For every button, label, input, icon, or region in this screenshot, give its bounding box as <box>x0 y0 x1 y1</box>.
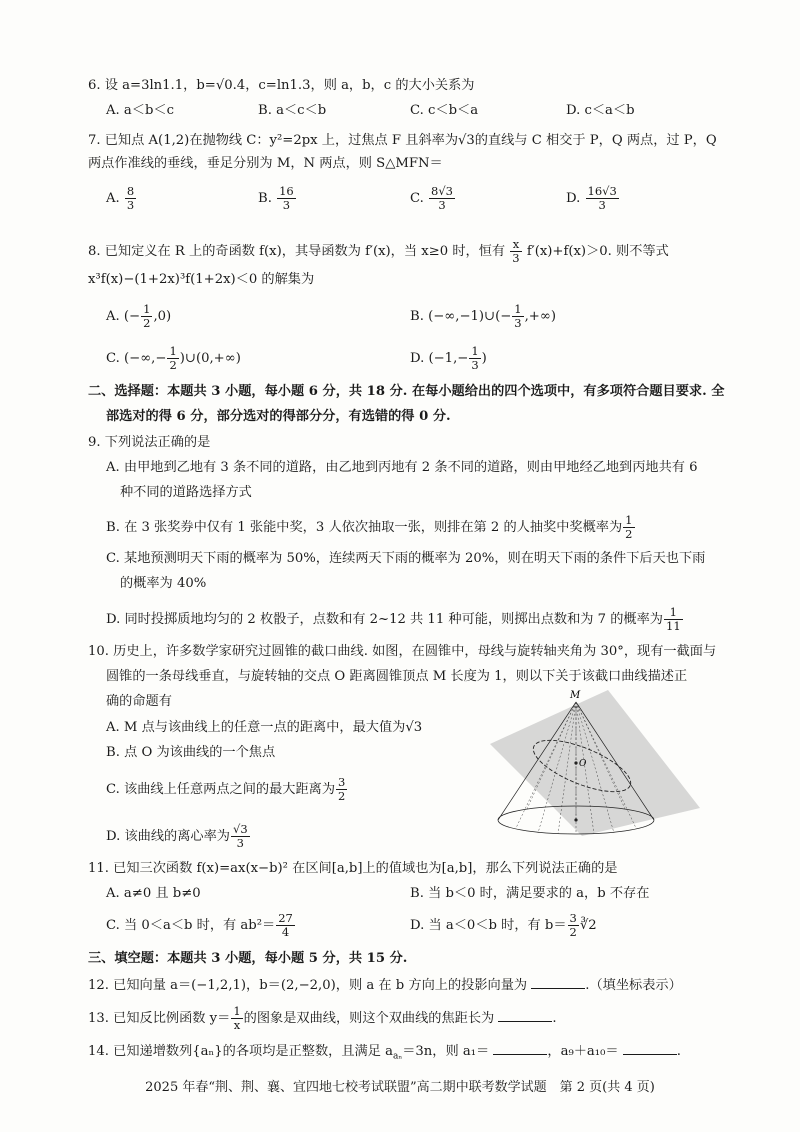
q12: 12. 已知向量 a＝(−1,2,1)，b＝(2,−2,0)，则 a 在 b 方向上的投影向量为 .（填坐标表示） <box>88 978 682 993</box>
q11-option-c: C. 当 0＜a＜b 时，有 ab²＝ $\frac{27}{4}$ <box>106 911 293 939</box>
q7-option-b <box>258 185 297 212</box>
section-2-heading-cont: 部选对的得 6 分，部分选对的得部分分，有选错的得 0 分. <box>106 409 451 424</box>
q10-stem-line3: 确的命题有 <box>106 694 172 709</box>
point-o <box>574 761 577 764</box>
q7-option-b-letter: B. <box>258 191 272 206</box>
q8-stem-line2: x³f(x)−(1+2x)³f(1+2x)＜0 的解集为 <box>88 272 315 287</box>
q9-option-c-cont: 的概率为 40% <box>120 576 207 591</box>
q10-option-d: D. 该曲线的离心率为 $\frac{√3}{3}$ <box>106 822 248 850</box>
q6-option-c: C. c＜b＜a <box>410 103 479 118</box>
q11-option-b: B. 当 b＜0 时，满足要求的 a，b 不存在 <box>410 886 650 901</box>
section-3-heading: 三、填空题：本题共 3 小题，每小题 5 分，共 15 分. <box>88 951 408 966</box>
q11-stem: 11. 已知三次函数 f(x)=ax(x−b)² 在区间[a,b]上的值域也为[a,b]，那么下列说法正确的是 <box>88 861 618 876</box>
q7-option-c-letter: C. <box>410 191 424 206</box>
q14-answer-blank-2[interactable] <box>623 1042 677 1055</box>
q10-option-c: C. 该曲线上任意两点之间的最大距离为 $\frac{3}{2}$ <box>106 775 346 803</box>
q7-option-a <box>106 185 137 212</box>
base-center <box>574 818 577 821</box>
q7-option-a-letter: A. <box>106 191 120 206</box>
section-2-heading: 二、选择题：本题共 3 小题，每小题 6 分，共 18 分. 在每小题给出的四个选项中，有多项符合题目要求. 全 <box>88 384 725 399</box>
q7-stem-line2: 两点作准线的垂线，垂足分别为 M，N 两点，则 S△MFN＝ <box>88 156 443 171</box>
q6-stem: 6. 设 a=3ln1.1，b=√0.4，c=ln1.3，则 a，b，c 的大小关系为 <box>88 78 475 93</box>
q12-answer-blank[interactable] <box>531 976 585 989</box>
q7-option-c <box>410 185 456 212</box>
q8-option-c: C. (−∞,− $\frac{1}{2}$ )∪(0,+∞) <box>106 344 241 372</box>
q10-stem-line2: 圆锥的一条母线垂直，与旋转轴的交点 O 距离圆锥顶点 M 长度为 1，则以下关于该截口曲线描述正 <box>106 669 688 684</box>
q8-option-b: B. (−∞,−1)∪(− $\frac{1}{3}$ ,+∞) <box>410 302 556 330</box>
q11-option-a: A. a≠0 且 b≠0 <box>106 886 201 901</box>
q9-option-d: D. 同时投掷质地均匀的 2 枚骰子，点数和有 2~12 共 11 种可能，则掷出点数和为 7 的概率为 $\frac{1}{11}$ <box>106 605 681 633</box>
q7-stem-line1: 7. 已知点 A(1,2)在抛物线 C：y²=2px 上，过焦点 F 且斜率为√3的直线与 C 相交于 P，Q 两点，过 P，Q <box>88 133 717 148</box>
q9-option-a-cont: 种不同的道路选择方式 <box>120 485 252 500</box>
q10-stem-line1: 10. 历史上，许多数学家研究过圆锥的截口曲线. 如图，在圆锥中，母线与旋转轴夹角为 30°，现有一截面与 <box>88 644 717 659</box>
q9-stem: 9. 下列说法正确的是 <box>88 435 211 450</box>
q10-option-a: A. M 点与该曲线上的任意一点的距离中，最大值为√3 <box>106 720 423 735</box>
q14: 14. 已知递增数列{aₙ}的各项均是正整数，且满足 $a_{a_n}=3n$，则 a₁＝ ，a₉＋a₁₀＝ . <box>88 1044 681 1062</box>
q7-option-b-fraction: $\frac{16}{3}$ <box>279 184 294 212</box>
q7-option-a-fraction: $\frac{8}{3}$ <box>126 184 135 212</box>
q7-option-c-fraction: $\frac{8√3}{3}$ <box>431 184 453 212</box>
q7-option-d-fraction: $\frac{16√3}{3}$ <box>587 184 617 212</box>
cone-section-figure <box>486 686 708 846</box>
q8-option-a: A. (− $\frac{1}{2}$ ,0) <box>106 302 172 330</box>
q9-option-a: A. 由甲地到乙地有 3 条不同的道路，由乙地到丙地有 2 条不同的道路，则由甲地经乙地到丙地共有 6 <box>106 460 698 475</box>
q13: 13. 已知反比例函数 y＝ $\frac{1}{x}$ 的图象是双曲线，则这个双曲线的焦距长为 . <box>88 1004 557 1032</box>
q8-x-over-3: $\frac{x}{3}$ <box>512 237 520 265</box>
q10-option-b: B. 点 O 为该曲线的一个焦点 <box>106 745 276 760</box>
q6-option-d: D. c＜a＜b <box>566 103 635 118</box>
label-m: M <box>570 690 581 701</box>
q7-option-d-letter: D. <box>566 191 581 206</box>
q7-option-d <box>566 185 620 212</box>
cutting-plane <box>490 690 700 836</box>
q11-option-d: D. 当 a＜0＜b 时，有 b＝ $\frac{3}{2}$ ∛2 <box>410 911 597 939</box>
q13-answer-blank[interactable] <box>498 1009 552 1022</box>
q6-option-a: A. a＜b＜c <box>106 103 174 118</box>
q9-option-c: C. 某地预测明天下雨的概率为 50%，连续两天下雨的概率为 20%，则在明天下雨的条件下后天也下雨 <box>106 551 706 566</box>
q6-option-b: B. a＜c＜b <box>258 103 327 118</box>
q14-answer-blank-1[interactable] <box>493 1042 547 1055</box>
q8-stem-line1: 8. 已知定义在 R 上的奇函数 f(x)，其导函数为 f′(x)，当 x≥0 时，恒有 $\frac{x}{3}$ f′(x)+f(x)＞0. 则不等式 <box>88 237 669 265</box>
page-footer: 2025 年春“荆、荆、襄、宜四地七校考试联盟”高二期中联考数学试题 第 2 页(共 4 页) <box>145 1080 655 1095</box>
q8-option-d: D. (−1,− $\frac{1}{3}$ ) <box>410 344 487 372</box>
q9-option-b: B. 在 3 张奖券中仅有 1 张能中奖，3 人依次抽取一张，则排在第 2 的人抽奖中奖概率为 $\frac{1}{2}$ <box>106 513 633 541</box>
label-o: O <box>579 759 587 769</box>
